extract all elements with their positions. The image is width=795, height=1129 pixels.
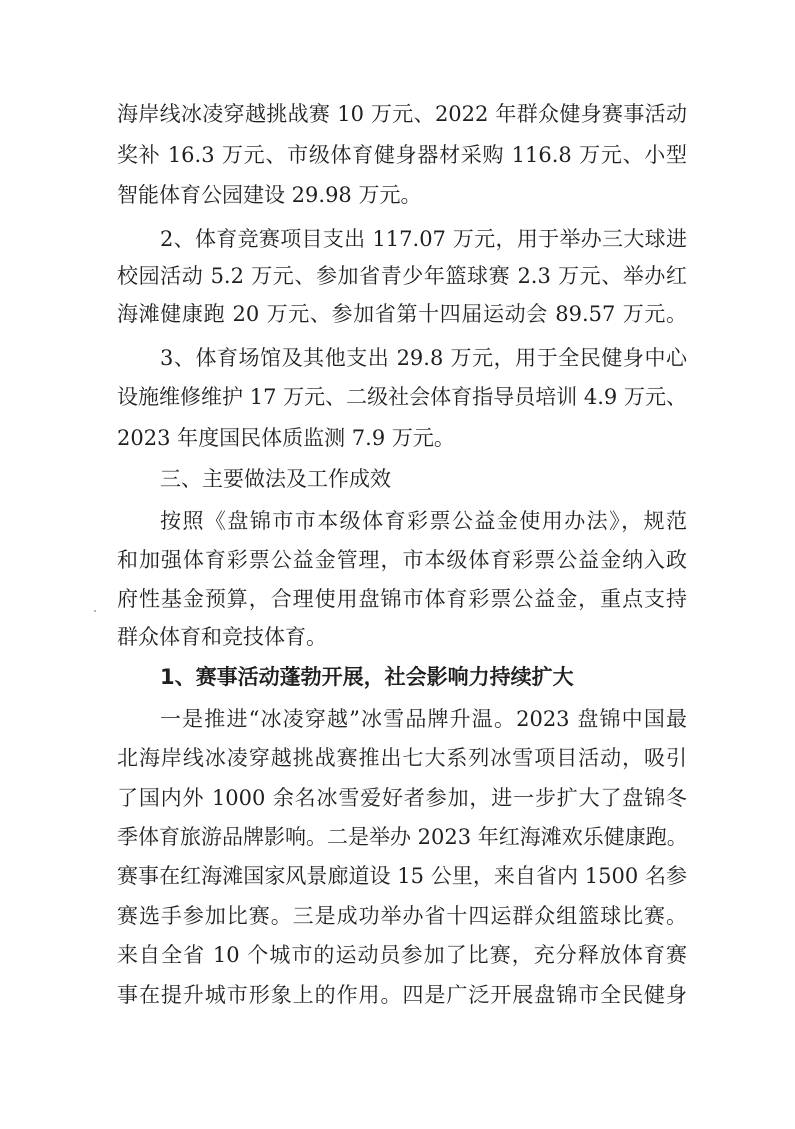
paragraph-line: 和加强体育彩票公益金管理，市本级体育彩票公益金纳入政 xyxy=(117,548,687,572)
scan-speck xyxy=(94,610,96,612)
paragraph-line: 北海岸线冰凌穿越挑战赛推出七大系列冰雪项目活动，吸引 xyxy=(117,746,687,770)
paragraph-line: 奖补 16.3 万元、市级体育健身器材采购 116.8 万元、小型 xyxy=(117,143,687,167)
paragraph-line: 海岸线冰凌穿越挑战赛 10 万元、2022 年群众健身赛事活动 xyxy=(117,102,687,126)
paragraph-line: 智能体育公园建设 29.98 万元。 xyxy=(117,183,422,207)
paragraph-line: 按照《盘锦市市本级体育彩票公益金使用办法》，规范 xyxy=(160,509,687,533)
paragraph-line: 校园活动 5.2 万元、参加省青少年篮球赛 2.3 万元、举办红 xyxy=(117,264,687,288)
paragraph-line: 赛选手参加比赛。三是成功举办省十四运群众组篮球比赛。 xyxy=(117,904,687,928)
paragraph-line: 事在提升城市形象上的作用。四是广泛开展盘锦市全民健身 xyxy=(117,983,687,1007)
paragraph-line: 来自全省 10 个城市的运动员参加了比赛，充分释放体育赛 xyxy=(117,943,687,967)
paragraph-line: 设施维修维护 17 万元、二级社会体育指导员培训 4.9 万元、 xyxy=(117,385,687,409)
paragraph-line: 2023 年度国民体质监测 7.9 万元。 xyxy=(117,426,455,450)
paragraph-line: 了国内外 1000 余名冰雪爱好者参加，进一步扩大了盘锦冬 xyxy=(117,786,687,810)
paragraph-line: 3、体育场馆及其他支出 29.8 万元，用于全民健身中心 xyxy=(160,346,687,370)
paragraph-line: 2、体育竞赛项目支出 117.07 万元，用于举办三大球进 xyxy=(160,227,687,251)
paragraph-line: 府性基金预算，合理使用盘锦市体育彩票公益金，重点支持 xyxy=(117,587,687,611)
paragraph-line: 群众体育和竞技体育。 xyxy=(117,625,327,649)
paragraph-line: 赛事在红海滩国家风景廊道设 15 公里，来自省内 1500 名参 xyxy=(117,864,687,888)
paragraph-line: 海滩健康跑 20 万元、参加省第十四届运动会 89.57 万元。 xyxy=(117,302,687,326)
section-heading: 三、主要做法及工作成效 xyxy=(160,467,391,491)
paragraph-line: 一是推进“冰凌穿越”冰雪品牌升温。2023 盘锦中国最 xyxy=(160,707,687,731)
subsection-heading: 1、赛事活动蓬勃开展，社会影响力持续扩大 xyxy=(160,665,574,689)
paragraph-line: 季体育旅游品牌影响。二是举办 2023 年红海滩欢乐健康跑。 xyxy=(117,825,688,849)
